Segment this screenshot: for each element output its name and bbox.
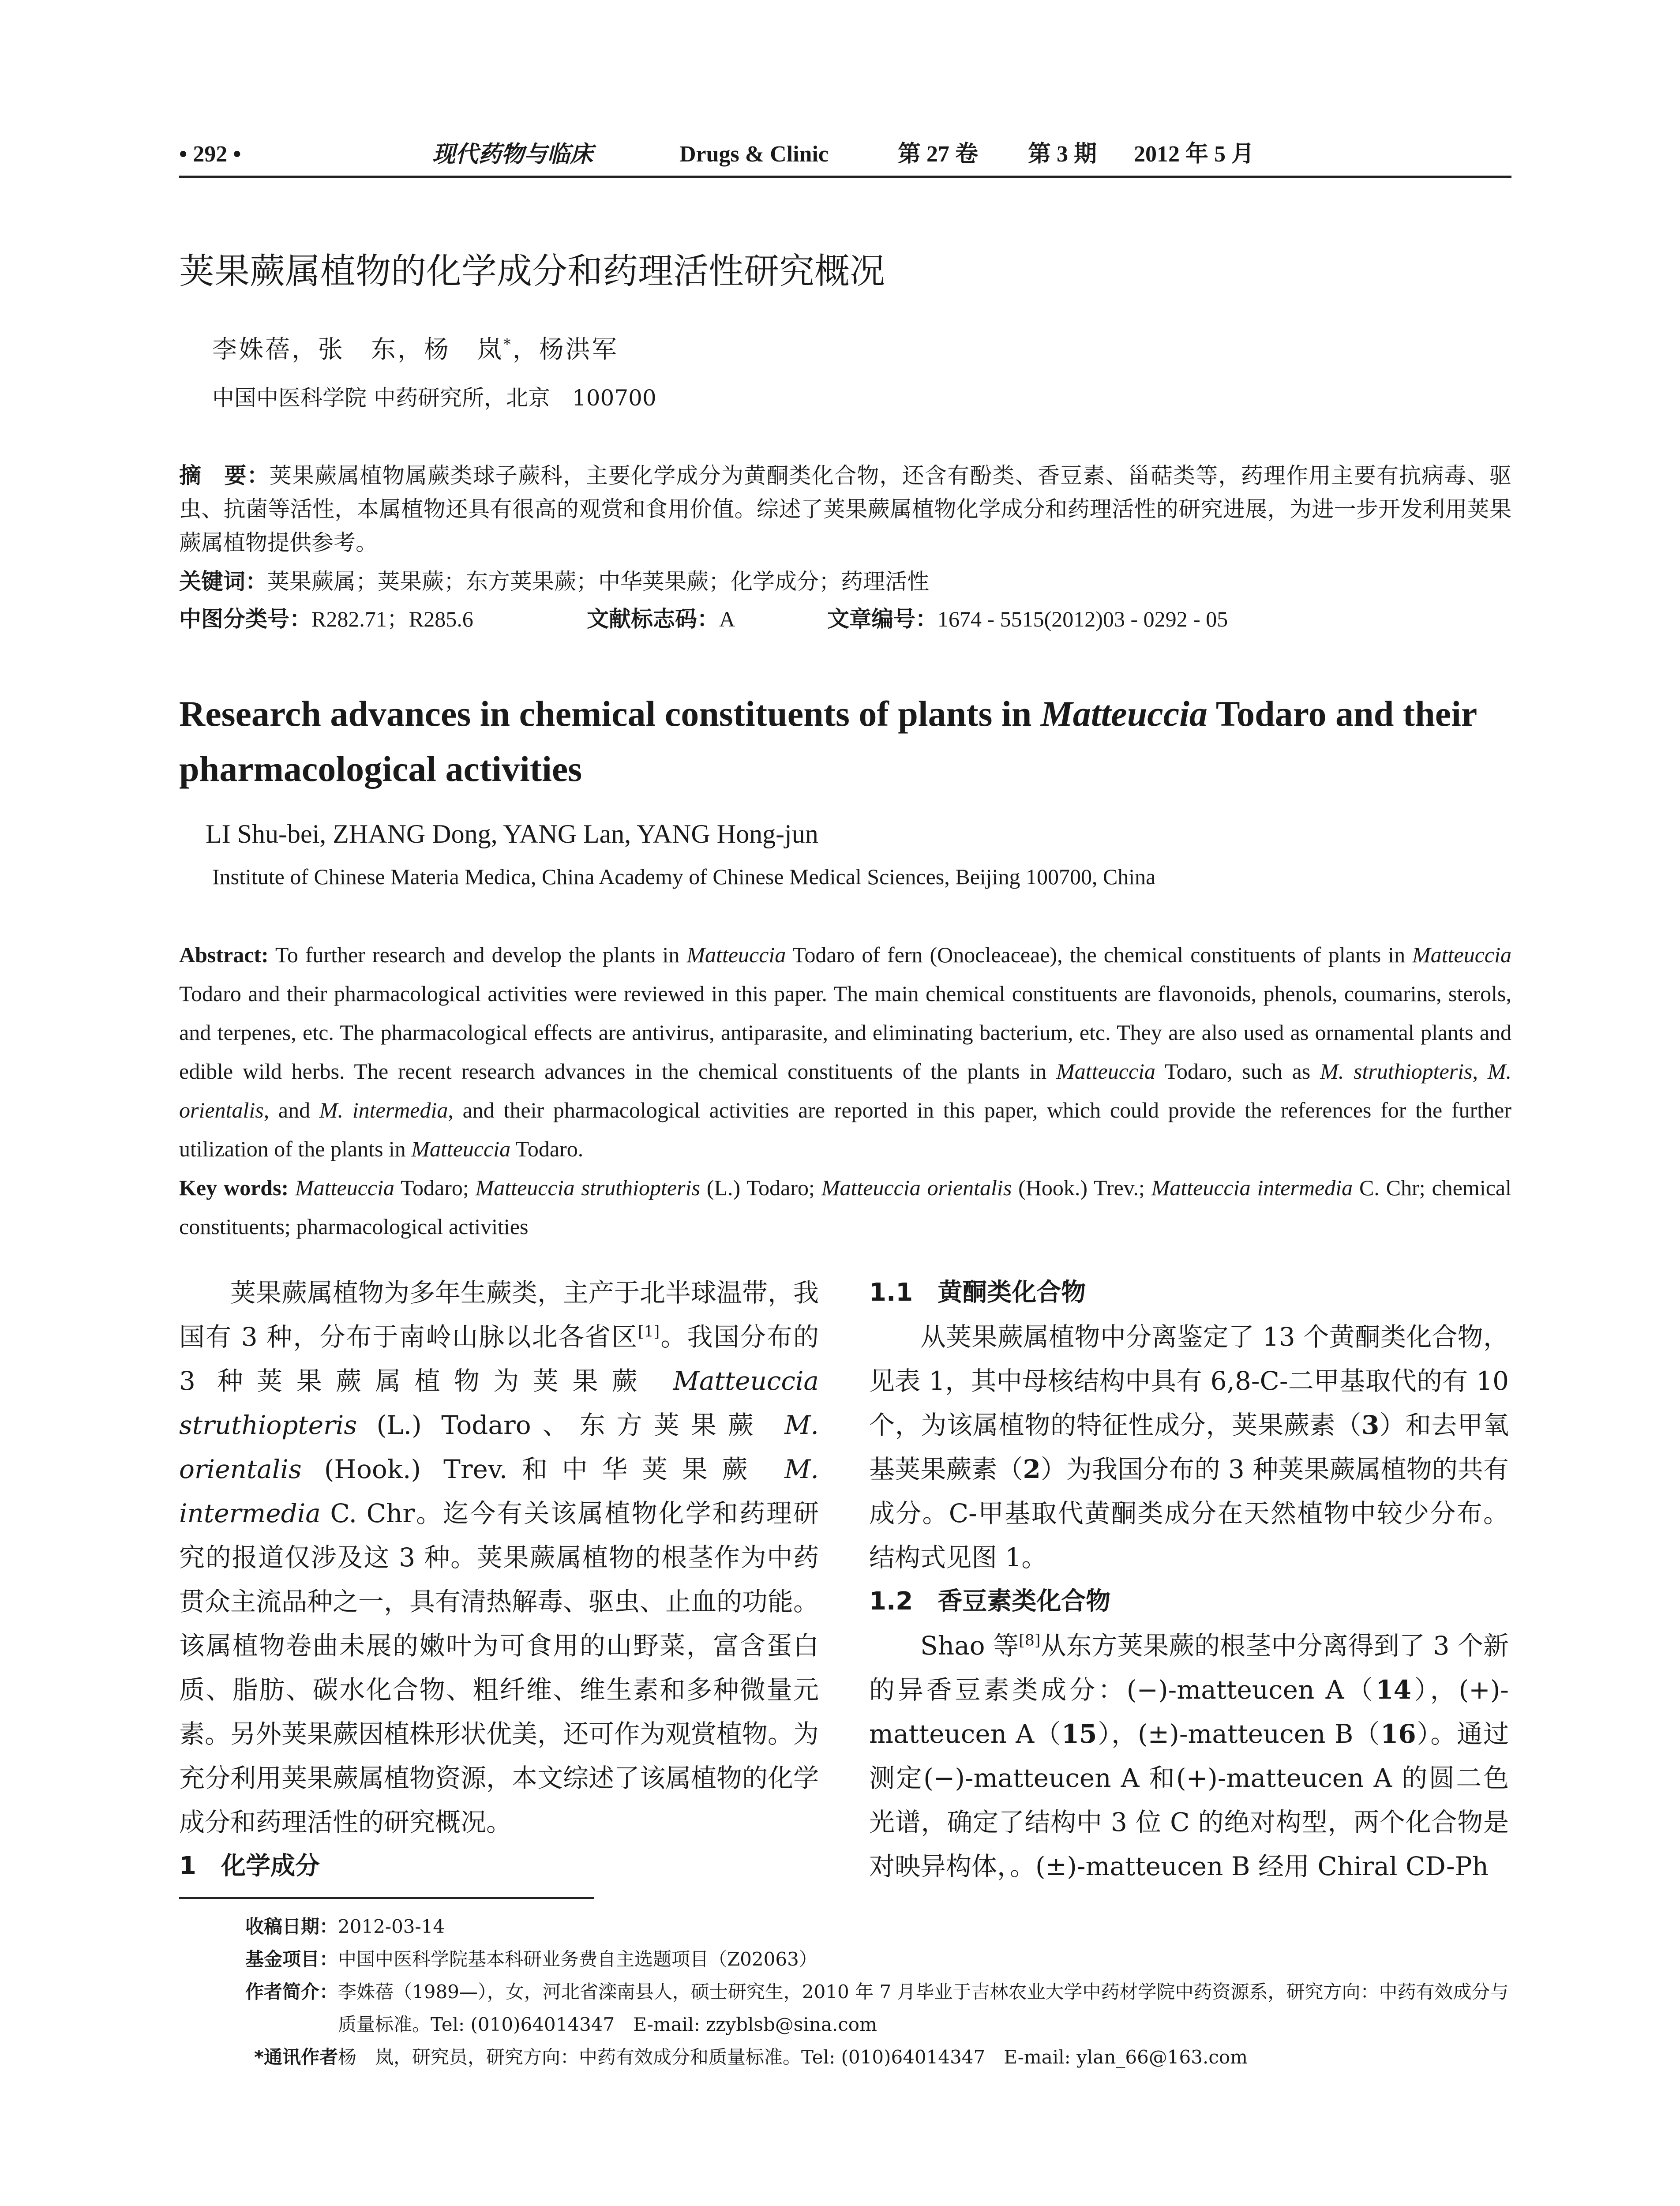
section-heading-1-1: 1.1 黄酮类化合物 xyxy=(869,1278,1086,1307)
keywords-en: Key words: Matteuccia Todaro; Matteuccia struthiopteris (L.) Todaro; Matteuccia orientalis (Hook.) Trev.; Matteuccia intermedia C. Chr; chemical constituents; pharmacological activities xyxy=(179,1175,1511,1239)
footnote-author-bio: 作者简介： 李姝蓓（1989—），女，河北省滦南县人，硕士研究生，2010 年 7 月毕业于吉林农业大学中药材学院中药资源系，研究方向：中药有效成分与质量标准。Tel: (010)64014347 E-mail: zzyblsb@sina.com xyxy=(245,1981,1509,2035)
section-heading-1-2: 1.2 香豆素类化合物 xyxy=(869,1587,1111,1616)
footnote-funding: 基金项目： 中国中医科学院基本科研业务费自主选题项目（Z02063） xyxy=(245,1948,818,1970)
footnote-rule xyxy=(179,1897,594,1899)
body-column-left xyxy=(179,1271,819,1888)
title-cn: 荚果蕨属植物的化学成分和药理活性研究概况 xyxy=(179,251,885,292)
abstract-cn-label: 摘 要： xyxy=(179,463,270,488)
footnote-corresponding: *通讯作者 杨 岚，研究员，研究方向：中药有效成分和质量标准。Tel: (010)64014347 E-mail: ylan_66@163.com xyxy=(254,2046,1248,2068)
flavonoid-paragraph: 从荚果蕨属植物中分离鉴定了 13 个黄酮类化合物，见表 1，其中母核结构中具有 6,8-C-二甲基取代的有 10 个，为该属植物的特征性成分，荚果蕨素（3）和去甲氧基荚果蕨素（2）为我国分布的 3 种荚果蕨属植物的共有成分。C-甲基取代黄酮类成分在天然植物中较少分布。结构式见图 1。 xyxy=(869,1322,1509,1572)
authors-cn: 李姝蓓，张 东，杨 岚*，杨洪军 xyxy=(212,335,619,364)
coumarin-paragraph: Shao 等[8]从东方荚果蕨的根茎中分离得到了 3 个新的异香豆素类成分：(−)-matteucen A（14），(+)-matteucen A（15），(±)-matteucen B（16）。通过测定(−)-matteucen A 和(+)-matteucen A 的圆二色光谱，确定了结构中 3 位 C 的绝对构型，两个化合物是对映异构体，。(±)-matteucen B 经用 Chiral CD-Ph xyxy=(869,1631,1509,1881)
journal-name-cn: 现代药物与临床 xyxy=(432,141,593,168)
abstract-cn: 摘 要：荚果蕨属植物属蕨类球子蕨科，主要化学成分为黄酮类化合物，还含有酚类、香豆素、甾萜类等，药理作用主要有抗病毒、驱虫、抗菌等活性，本属植物还具有很高的观赏和食用价值。综述了荚果蕨属植物化学成分和药理活性的研究进展，为进一步开发利用荚果蕨属植物提供参考。 xyxy=(179,463,1511,555)
article-number: 文章编号：1674 - 5515(2012)03 - 0292 - 05 xyxy=(827,606,1228,632)
title-en: Research advances in chemical constituents of plants in Matteuccia Todaro and their pharmacological activities xyxy=(179,694,1477,789)
footnote-received: 收稿日期： 2012-03-14 xyxy=(245,1916,445,1937)
keywords-cn: 关键词：荚果蕨属；荚果蕨；东方荚果蕨；中华荚果蕨；化学成分；药理活性 xyxy=(179,569,929,594)
affiliation-en: Institute of Chinese Materia Medica, China Academy of Chinese Medical Sciences, Beijing 100700, China xyxy=(212,864,1156,889)
authors-en: LI Shu-bei, ZHANG Dong, YANG Lan, YANG Hong-jun xyxy=(206,819,818,848)
publication-date: 2012 年 5 月 xyxy=(1134,142,1255,167)
section-heading-1: 1 化学成分 xyxy=(179,1852,320,1880)
affiliation-cn: 中国中医科学院 中药研究所，北京 100700 xyxy=(212,385,656,411)
header-rule xyxy=(179,176,1511,178)
abstract-en: Abstract: To further research and develop the plants in Matteuccia Todaro of fern (Onocleaceae), the chemical constituents of plants in Matteuccia Todaro and their pharmacological activities were reviewed in this paper. The main chemical constituents are flavonoids, phenols, coumarins, sterols, and terpenes, etc. The pharmacological effects are antivirus, antiparasite, and eliminating bacterium, etc. They are also used as ornamental plants and edible wild herbs. The recent research advances in the chemical constituents of the plants in Matteuccia Todaro, such as M. struthiopteris, M. orientalis, and M. intermedia, and their pharmacological activities are reported in this paper, which could provide the references for the further utilization of the plants in Matteuccia Todaro. Key words: Matteuccia Todaro; Matteuccia struthiopteris (L.) Todaro; Matteuccia orientalis (Hook.) Trev.; Matteuccia intermedia C. Chr; chemical constituents; pharmacological activities xyxy=(179,935,1511,1246)
journal-name-en: Drugs & Clinic xyxy=(679,142,829,167)
abstract-en-label: Abstract: xyxy=(179,942,269,967)
page-number: • 292 • xyxy=(179,142,241,167)
body-column-right xyxy=(869,1271,1509,1888)
volume: 第 27 卷 xyxy=(898,142,979,167)
issue: 第 3 期 xyxy=(1028,142,1097,167)
classification-cn: 中图分类号：R282.71；R285.6 xyxy=(179,606,473,632)
footnotes xyxy=(179,1910,1511,2074)
document-code: 文献标志码：A xyxy=(587,606,735,632)
intro-paragraph: 荚果蕨属植物为多年生蕨类，主产于北半球温带，我国有 3 种，分布于南岭山脉以北各省区[1]。我国分布的 3 种荚果蕨属植物为荚果蕨 Matteuccia struthiopteris (L.) Todaro、东方荚果蕨 M. orientalis (Hook.) Trev.和中华荚果蕨 M. intermedia C. Chr。迄今有关该属植物化学和药理研究的报道仅涉及这 3 种。荚果蕨属植物的根茎作为中药贯众主流品种之一，具有清热解毒、驱虫、止血的功能。该属植物卷曲未展的嫩叶为可食用的山野菜，富含蛋白质、脂肪、碳水化合物、粗纤维、维生素和多种微量元素。另外荚果蕨因植株形状优美，还可作为观赏植物。为充分利用荚果蕨属植物资源，本文综述了该属植物的化学成分和药理活性的研究概况。 xyxy=(179,1278,819,1837)
